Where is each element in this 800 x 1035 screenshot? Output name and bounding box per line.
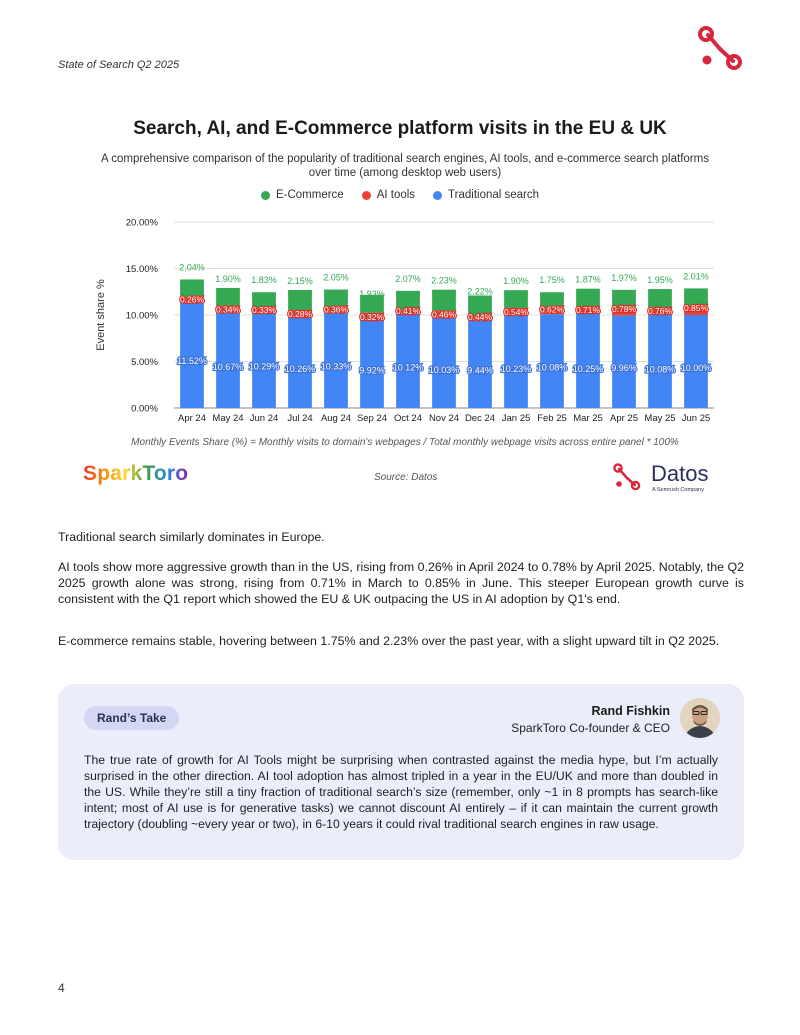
legend-swatch-traditional-search — [433, 191, 442, 200]
legend-label-traditional-search: Traditional search — [448, 189, 540, 201]
legend-item-ecommerce — [261, 189, 344, 201]
page-number: 4 — [58, 981, 65, 995]
data-label-ecommerce: 1.95% — [647, 275, 673, 286]
x-tick-label: Apr 24 — [178, 413, 206, 424]
data-label-ai-tools: 0.71% — [575, 305, 601, 316]
sparktoro-logo — [83, 462, 188, 486]
author-avatar — [680, 698, 720, 738]
data-label-ecommerce: 2.22% — [467, 286, 493, 297]
data-label-traditional-search: 10.25% — [572, 363, 604, 374]
bar-traditional-search — [324, 312, 348, 408]
x-tick-label: Jul 24 — [287, 413, 313, 424]
x-tick-label: Nov 24 — [428, 413, 460, 424]
legend-label-ai-tools: AI tools — [376, 189, 416, 201]
bar-ecommerce — [648, 289, 672, 307]
chart-legend — [0, 189, 800, 201]
data-label-ecommerce: 2.15% — [287, 275, 313, 286]
data-label-ai-tools: 0.54% — [503, 306, 529, 317]
data-label-traditional-search: 10.08% — [536, 362, 568, 373]
chart-title: Search, AI, and E-Commerce platform visits in the EU & UK — [133, 118, 667, 139]
stacked-bar-chart — [90, 210, 720, 430]
data-label-ecommerce: 1.75% — [539, 275, 565, 286]
data-label-ai-tools: 0.46% — [431, 309, 457, 320]
data-label-traditional-search: 10.26% — [284, 363, 316, 374]
data-label-ai-tools: 0.32% — [359, 311, 385, 322]
data-label-ai-tools: 0.78% — [611, 304, 637, 315]
data-label-traditional-search: 10.12% — [392, 362, 424, 373]
x-tick-label: Aug 24 — [320, 413, 352, 424]
data-label-traditional-search: 10.67% — [212, 361, 244, 372]
data-label-ai-tools: 0.36% — [323, 304, 349, 315]
y-tick-label: 15.00% — [125, 264, 158, 275]
data-label-ecommerce: 2.01% — [683, 271, 709, 282]
data-label-traditional-search: 9.96% — [611, 363, 637, 374]
legend-swatch-ai-tools — [362, 191, 371, 200]
data-label-traditional-search: 10.23% — [500, 363, 532, 374]
chart-source: Source: Datos — [374, 472, 438, 483]
y-tick-label: 0.00% — [131, 403, 158, 415]
chart-footnote: Monthly Events Share (%) = Monthly visits to domain's webpages / Total monthly webpage visits across entire panel * 100% — [131, 437, 679, 448]
x-tick-label: Jun 25 — [681, 413, 711, 424]
x-tick-label: May 25 — [644, 413, 676, 424]
x-tick-label: Jan 25 — [501, 413, 531, 424]
body-paragraph-2: AI tools show more aggressive growth than in the US, rising from 0.26% in April 2024 to 0.78% by April 2025. Notably, the Q2 2025 growth alone was strong, rising from 0.71% in March to 0.85% in June. This steeper European growth curve is consistent with the Q1 report which showed the EU & UK outpacing the US in AI adoption by Q1's end. — [58, 560, 744, 606]
bar-traditional-search — [360, 316, 384, 408]
bar-ecommerce — [504, 290, 528, 308]
rands-take-badge: Rand’s Take — [84, 706, 179, 730]
legend-swatch-ecommerce — [261, 191, 270, 200]
data-label-ecommerce: 1.97% — [611, 272, 637, 283]
body-paragraph-1: Traditional search similarly dominates in Europe. — [58, 530, 325, 544]
data-label-ai-tools: 0.44% — [467, 312, 493, 323]
x-tick-label: Sep 24 — [356, 413, 388, 424]
data-label-ai-tools: 0.62% — [539, 304, 565, 315]
data-label-ecommerce: 2.04% — [179, 262, 205, 273]
bar-ecommerce — [576, 289, 600, 306]
bar-traditional-search — [216, 309, 240, 408]
data-label-ecommerce: 1.83% — [251, 275, 277, 286]
legend-item-traditional-search — [433, 189, 539, 201]
bar-ecommerce — [216, 288, 240, 306]
data-label-ai-tools: 0.76% — [647, 306, 673, 317]
sparktoro-brand-icon — [698, 26, 744, 72]
bar-ecommerce — [288, 290, 312, 310]
datos-tagline: A Semrush Company — [652, 487, 704, 493]
data-label-traditional-search: 10.33% — [320, 361, 352, 372]
bar-traditional-search — [432, 315, 456, 408]
y-axis-title: Event share % — [95, 279, 107, 351]
bar-traditional-search — [468, 320, 492, 408]
data-label-ecommerce: 1.93% — [359, 288, 385, 299]
bar-ecommerce — [432, 290, 456, 311]
author-name: Rand Fishkin — [591, 704, 670, 718]
body-paragraph-3: E-commerce remains stable, hovering between 1.75% and 2.23% over the past year, with a slight upward tilt in Q2 2025. — [58, 634, 720, 648]
bar-traditional-search — [396, 314, 420, 408]
x-tick-label: May 24 — [212, 413, 244, 424]
data-label-ecommerce: 2.23% — [431, 275, 457, 286]
rands-take-card — [58, 684, 744, 860]
x-tick-label: Dec 24 — [464, 413, 496, 424]
x-tick-label: Mar 25 — [573, 413, 603, 424]
chart-subtitle: A comprehensive comparison of the popularity of traditional search engines, AI tools, and e-commerce search platforms over time (among desktop web users) — [101, 153, 709, 179]
data-label-traditional-search: 10.03% — [428, 364, 460, 375]
x-tick-label: Oct 24 — [394, 413, 422, 424]
data-label-ecommerce: 1.90% — [215, 273, 241, 284]
legend-item-ai-tools — [362, 189, 415, 201]
data-label-ecommerce: 1.87% — [575, 274, 601, 285]
datos-logo — [613, 461, 723, 495]
data-label-ai-tools: 0.34% — [215, 304, 241, 315]
data-label-ai-tools: 0.41% — [395, 306, 421, 317]
data-label-ecommerce: 2.05% — [323, 272, 349, 283]
data-label-ecommerce: 1.90% — [503, 276, 529, 287]
document-header: State of Search Q2 2025 — [58, 59, 180, 71]
bar-traditional-search — [540, 314, 564, 408]
author-role: SparkToro Co-founder & CEO — [511, 721, 670, 735]
datos-icon — [613, 463, 641, 491]
y-tick-label: 10.00% — [125, 310, 158, 322]
x-tick-label: Jun 24 — [249, 413, 279, 424]
bar-traditional-search — [684, 315, 708, 408]
bar-traditional-search — [180, 301, 204, 408]
bar-traditional-search — [576, 313, 600, 408]
quote-text: The true rate of growth for AI Tools might be surprising when contrasted against the media hype, but I’m actually surprised in the other direction. AI tool adoption has almost tripled in a year in the EU/UK and more than doubled in the US. While they’re still a tiny fraction of traditional search’s size (remember, only ~1 in 8 prompts has search-like intent; most of AI use is for generative tasks) we cannot discount AI entirely – if it can maintain the current growth trajectory (doubling ~every year or two), in 6-10 years it could rival traditional search engines in raw usage. — [84, 753, 718, 831]
x-tick-label: Apr 25 — [610, 413, 638, 424]
y-tick-label: 20.00% — [125, 217, 158, 229]
data-label-ai-tools: 0.26% — [179, 294, 205, 305]
data-label-ai-tools: 0.85% — [683, 303, 709, 314]
data-label-ecommerce: 2.07% — [395, 273, 421, 284]
sparktoro-wordmark: SparkToro — [83, 462, 189, 485]
data-label-traditional-search: 9.44% — [467, 365, 493, 376]
bar-traditional-search — [288, 313, 312, 408]
data-label-traditional-search: 11.52% — [177, 355, 207, 366]
legend-label-ecommerce: E-Commerce — [275, 189, 344, 201]
data-label-traditional-search: 10.29% — [248, 361, 280, 372]
data-label-traditional-search: 10.00% — [680, 363, 712, 373]
data-label-ai-tools: 0.33% — [251, 305, 277, 316]
data-label-ai-tools: 0.28% — [287, 308, 313, 319]
data-label-traditional-search: 9.92% — [359, 365, 385, 376]
y-tick-label: 5.00% — [131, 357, 158, 368]
bar-traditional-search — [612, 315, 636, 408]
bar-traditional-search — [648, 314, 672, 408]
bar-traditional-search — [504, 313, 528, 408]
bar-traditional-search — [252, 312, 276, 408]
data-label-traditional-search: 10.08% — [644, 364, 676, 375]
datos-wordmark: Datos — [651, 461, 709, 486]
x-tick-label: Feb 25 — [537, 413, 567, 424]
